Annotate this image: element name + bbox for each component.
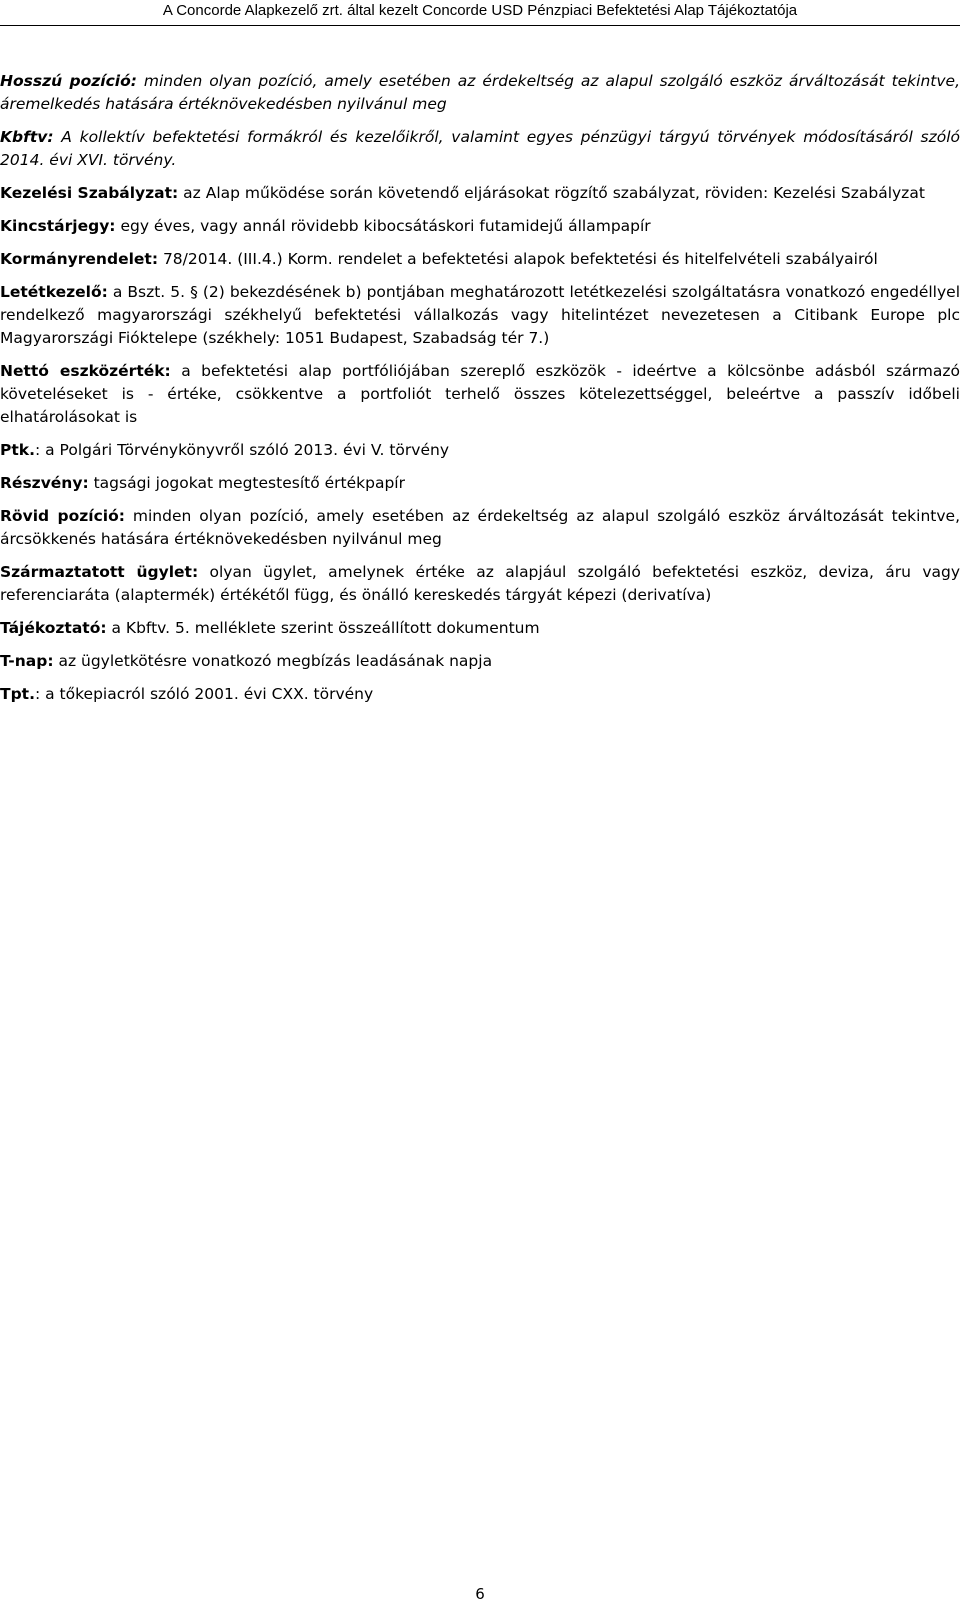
- definition-entry-hosszu-pozicio: [0, 70, 960, 116]
- definition-term: Kezelési Szabályzat:: [0, 184, 179, 202]
- definition-text: A kollektív befektetési formákról és kezelőikről, valamint egyes pénzügyi tárgyú törvények módosításáról szóló 2014. évi XVI. törvény.: [0, 128, 960, 169]
- definition-entry-ptk: [0, 439, 960, 462]
- definition-entry-letetkezelo: [0, 281, 960, 350]
- definition-entry-rovid-pozicio: [0, 505, 960, 551]
- definition-entry-kincstarjegy: [0, 215, 960, 238]
- page-number: 6: [475, 1585, 485, 1603]
- definition-text: a befektetési alap portfóliójában szereplő eszközök - ideértve a kölcsönbe adásból származó követeléseket is - értéke, csökkentve a portfoliót terhelő összes kötelezettséggel, beleértve a passzív időbeli elhatárolásokat is: [0, 362, 960, 426]
- definition-text: egy éves, vagy annál rövidebb kibocsátáskori futamidejű állampapír: [115, 217, 651, 235]
- definition-entry-kezelesi-szabalyzat: [0, 182, 960, 205]
- definition-text: az Alap működése során követendő eljárásokat rögzítő szabályzat, röviden: Kezelési Szabályzat: [178, 184, 925, 202]
- definition-term: Kormányrendelet:: [0, 250, 159, 268]
- page-header-title: A Concorde Alapkezelő zrt. által kezelt Concorde USD Pénzpiaci Befektetési Alap Tájékoztatója: [162, 2, 798, 19]
- definition-term: Részvény:: [0, 474, 89, 492]
- definition-text: a Kbftv. 5. melléklete szerint összeállított dokumentum: [106, 619, 540, 637]
- definition-term: Nettó eszközérték:: [0, 362, 171, 380]
- definition-entry-tajekoztato: [0, 617, 960, 640]
- definition-term: Letétkezelő:: [0, 283, 108, 301]
- definition-entry-szarmaztatott-ugylet: [0, 561, 960, 607]
- definition-text: 78/2014. (III.4.) Korm. rendelet a befektetési alapok befektetési és hitelfelvételi szabályairól: [158, 250, 878, 268]
- definition-term: Rövid pozíció:: [0, 507, 125, 525]
- definition-term: Ptk.: [0, 441, 35, 459]
- definition-term: Kbftv:: [0, 128, 54, 146]
- definition-text: a Bszt. 5. § (2) bekezdésének b) pontjában meghatározott letétkezelési szolgáltatásra vonatkozó engedéllyel rendelkező magyarországi székhelyű befektetési vállalkozás vagy hitelintézet nevezetesen a Citibank Europe plc Magyarországi Fióktelepe (székhely: 1051 Budapest, Szabadság tér 7.): [0, 283, 960, 347]
- definition-term: T-nap:: [0, 652, 54, 670]
- definition-entry-t-nap: [0, 650, 960, 673]
- definition-entry-kbftv: [0, 126, 960, 172]
- definition-term: Tpt.: [0, 685, 35, 703]
- definition-term: Származtatott ügylet:: [0, 563, 199, 581]
- definition-entry-kormanyrendelet: [0, 248, 960, 271]
- definitions-list: [0, 70, 960, 716]
- definition-text: minden olyan pozíció, amely esetében az érdekeltség az alapul szolgáló eszköz árváltozását tekintve, áremelkedés hatására értéknövekedésben nyilvánul meg: [0, 72, 960, 113]
- header-divider: [0, 25, 960, 26]
- definition-text: az ügyletkötésre vonatkozó megbízás leadásának napja: [53, 652, 493, 670]
- definition-text: minden olyan pozíció, amely esetében az érdekeltség az alapul szolgáló eszköz árváltozását tekintve, árcsökkenés hatására értéknövekedésben nyilvánul meg: [0, 507, 960, 548]
- definition-entry-netto-eszkozertek: [0, 360, 960, 429]
- definition-term: Hosszú pozíció:: [0, 72, 137, 90]
- definition-term: Kincstárjegy:: [0, 217, 116, 235]
- definition-text: olyan ügylet, amelynek értéke az alapjául szolgáló befektetési eszköz, deviza, áru vagy referenciaráta (alaptermék) értékétől függ, és önálló kereskedés tárgyát képezi (derivatíva): [0, 563, 960, 604]
- definition-text: tagsági jogokat megtestesítő értékpapír: [88, 474, 405, 492]
- definition-text: : a Polgári Törvénykönyvről szóló 2013. évi V. törvény: [34, 441, 449, 459]
- definition-entry-tpt: [0, 683, 960, 706]
- definition-entry-reszveny: [0, 472, 960, 495]
- definition-text: : a tőkepiacról szóló 2001. évi CXX. törvény: [34, 685, 374, 703]
- definition-term: Tájékoztató:: [0, 619, 107, 637]
